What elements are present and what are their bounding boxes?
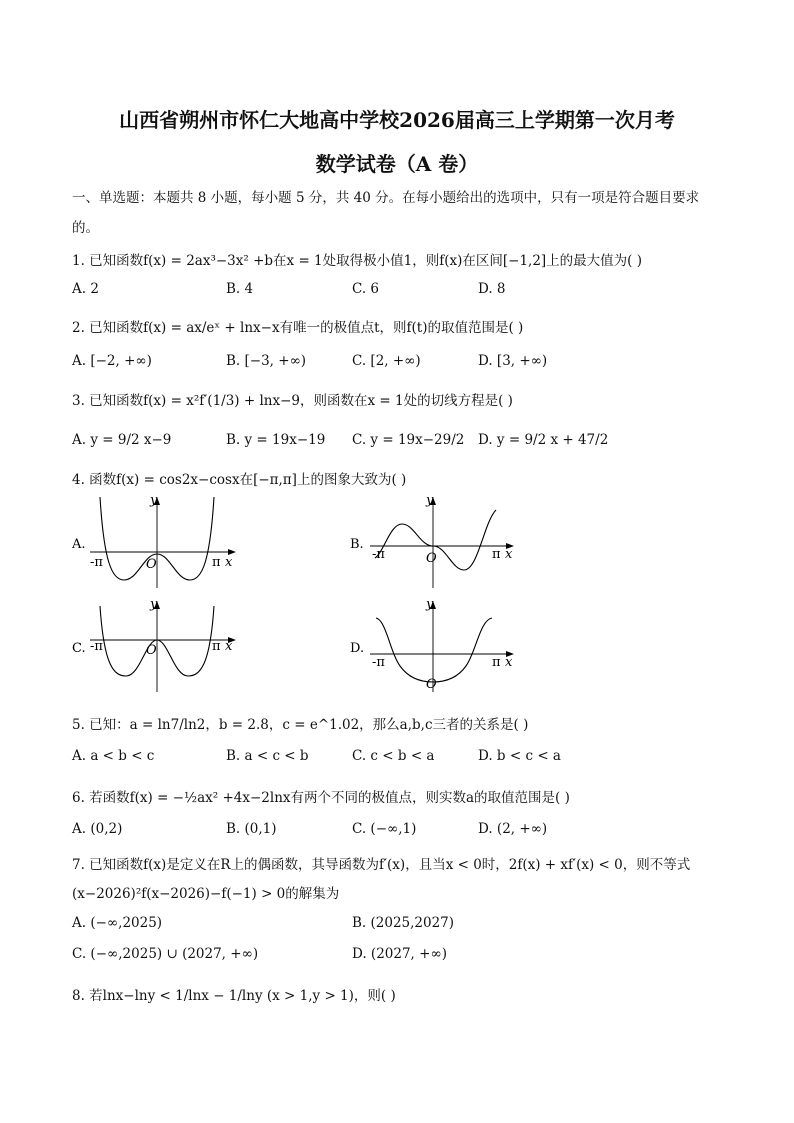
origin-label: O (146, 643, 157, 658)
y-axis-label: y (150, 493, 158, 508)
q2-option-d[interactable]: D. [3, +∞) (478, 353, 548, 369)
question-3-stem: 3. 已知函数f(x) = x²f′(1/3) + lnx−9，则函数在x = 1处的切线方程是( ) (72, 393, 513, 409)
neg-pi-label: -π (372, 655, 385, 670)
q3-option-c[interactable]: C. y = 19x−29/2 (352, 432, 465, 448)
x-axis-label: x (225, 555, 233, 570)
x-axis-label: x (505, 655, 513, 670)
paper-subtitle: 数学试卷（A 卷） (315, 152, 479, 176)
q5-option-c[interactable]: C. c < b < a (352, 748, 435, 764)
q4-graph-a (72, 492, 252, 592)
pi-label: π (212, 555, 221, 570)
q1-option-a[interactable]: A. 2 (72, 281, 99, 297)
question-4-stem: 4. 函数f(x) = cos2x−cosx在[−π,π]上的图象大致为( ) (72, 472, 407, 488)
neg-pi-label: -π (90, 555, 103, 570)
q2-option-b[interactable]: B. [−3, +∞) (226, 353, 307, 369)
q4-graph-b (350, 492, 530, 592)
question-5-stem: 5. 已知：a = ln7/ln2，b = 2.8，c = e^1.02，那么a,b,c三者的关系是( ) (72, 717, 529, 733)
neg-pi-label: -π (372, 547, 385, 562)
q1-option-d[interactable]: D. 8 (478, 281, 506, 297)
q1-option-b[interactable]: B. 4 (226, 281, 254, 297)
question-2-stem: 2. 已知函数f(x) = ax/eˣ + lnx−x有唯一的极值点t，则f(t)的取值范围是( ) (72, 320, 524, 336)
q6-option-b[interactable]: B. (0,1) (226, 821, 277, 837)
q6-option-c[interactable]: C. (−∞,1) (352, 821, 417, 837)
q4-graph-c (72, 596, 252, 696)
x-axis-label: x (225, 639, 233, 654)
q5-option-d[interactable]: D. b < c < a (478, 748, 561, 764)
q5-option-a[interactable]: A. a < b < c (72, 748, 155, 764)
q4-graph-b-label: B. (350, 537, 364, 552)
question-7-stem: 7. 已知函数f(x)是定义在R上的偶函数，其导函数为f′(x)，且当x < 0时，2f(x) + xf′(x) < 0，则不等式 (72, 857, 691, 873)
q2-option-c[interactable]: C. [2, +∞) (352, 353, 421, 369)
y-axis-label: y (426, 493, 434, 508)
section-instructions-cont: 的。 (72, 220, 99, 236)
paper-title: 山西省朔州市怀仁大地高中学校2026届高三上学期第一次月考 (119, 108, 675, 132)
q2-option-a[interactable]: A. [−2, +∞) (72, 353, 152, 369)
q4-graph-c-label: C. (72, 641, 86, 656)
q6-option-d[interactable]: D. (2, +∞) (478, 821, 548, 837)
y-axis-label: y (426, 597, 434, 612)
section-instructions: 一、单选题：本题共 8 小题，每小题 5 分，共 40 分。在每小题给出的选项中，只有一项是符合题目要求 (72, 190, 700, 206)
q6-option-a[interactable]: A. (0,2) (72, 821, 123, 837)
q4-option-a[interactable] (72, 492, 252, 596)
q4-option-c[interactable] (72, 596, 252, 700)
q3-option-b[interactable]: B. y = 19x−19 (226, 432, 326, 448)
y-axis-label: y (150, 597, 158, 612)
q3-option-a[interactable]: A. y = 9/2 x−9 (72, 432, 172, 448)
pi-label: π (492, 547, 501, 562)
origin-label: O (426, 677, 437, 692)
q1-option-c[interactable]: C. 6 (352, 281, 380, 297)
origin-label: O (426, 551, 437, 566)
q4-graph-d-label: D. (350, 641, 365, 656)
q4-option-b[interactable] (350, 492, 530, 596)
q7-option-d[interactable]: D. (2027, +∞) (352, 946, 447, 962)
q5-option-b[interactable]: B. a < c < b (226, 748, 309, 764)
question-7-stem-cont: (x−2026)²f(x−2026)−f(−1) > 0的解集为 (72, 886, 340, 902)
question-8-stem: 8. 若lnx−lny < 1/lnx − 1/lny (x > 1,y > 1)，则( ) (72, 988, 396, 1004)
origin-label: O (146, 557, 157, 572)
q7-option-a[interactable]: A. (−∞,2025) (72, 915, 163, 931)
q4-graph-d (350, 596, 530, 696)
question-1-stem: 1. 已知函数f(x) = 2ax³−3x² +b在x = 1处取得极小值1，则f(x)在区间[−1,2]上的最大值为( ) (72, 253, 643, 269)
q7-option-c[interactable]: C. (−∞,2025) ∪ (2027, +∞) (72, 946, 259, 962)
pi-label: π (492, 655, 501, 670)
neg-pi-label: -π (90, 639, 103, 654)
q4-option-d[interactable] (350, 596, 530, 700)
q3-option-d[interactable]: D. y = 9/2 x + 47/2 (478, 432, 609, 448)
pi-label: π (212, 639, 221, 654)
x-axis-label: x (505, 547, 513, 562)
question-6-stem: 6. 若函数f(x) = −½ax² +4x−2lnx有两个不同的极值点，则实数a的取值范围是( ) (72, 790, 570, 806)
curve (376, 618, 492, 682)
q7-option-b[interactable]: B. (2025,2027) (352, 915, 455, 931)
q4-graph-a-label: A. (72, 537, 86, 552)
